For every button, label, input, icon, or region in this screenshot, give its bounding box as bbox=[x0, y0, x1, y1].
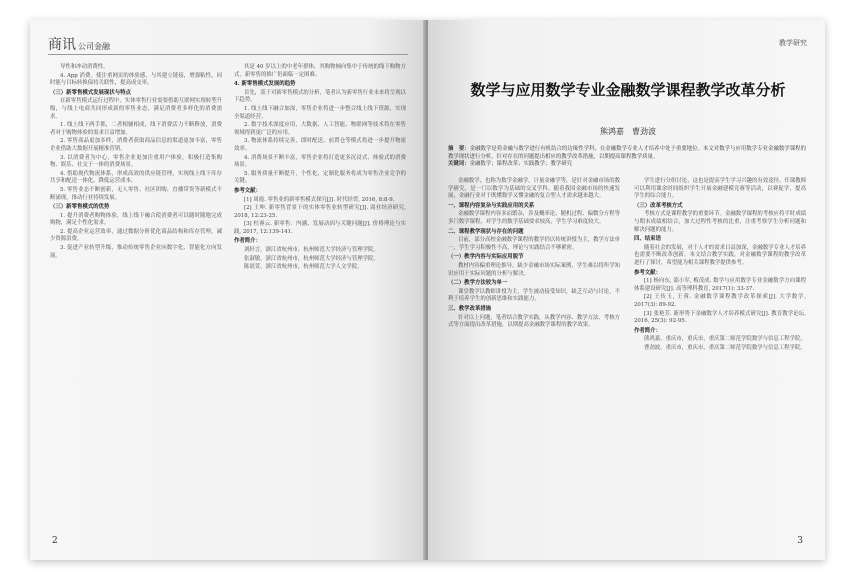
section-heading: （二）教学方法较为单一 bbox=[448, 280, 508, 287]
section-heading: 作者简介： bbox=[634, 327, 661, 334]
left-page-number: 2 bbox=[52, 536, 58, 546]
section-heading: （三）新零售模式的优势 bbox=[50, 204, 110, 211]
section-heading: 参考文献： bbox=[234, 187, 261, 194]
body-paragraph: [1] 杨向东, 邵小军, 梅茂成. 数学与应用数学专业金融数学方向课程体系建设研究[J]. 高等理科教育, 2017(1): 33-37. bbox=[634, 278, 806, 292]
left-column-2 bbox=[234, 64, 406, 273]
body-paragraph: 3. 以消费者为中心，零售企业更加注重用户体验，积极打造集购物、娱乐、社交于一体的消费场景。 bbox=[50, 154, 222, 169]
body-paragraph: 3. 物流体系持续完善，即时配送、前置仓等模式将进一步提升物流效率。 bbox=[234, 138, 406, 152]
body-paragraph: 学生进行分组讨论，这也是提高学生学习兴趣的有效途径。任课教师可以利用课余时间组织学生开展金融建模竞赛等活动，以赛促学，提高学生的综合能力。 bbox=[634, 178, 806, 200]
body-paragraph: 首先，基于对新零售模式的分析，笔者认为新零售行业未来将呈现以下趋势。 bbox=[234, 89, 406, 104]
magazine-name: 商讯 bbox=[48, 37, 76, 53]
section-heading: 参考文献： bbox=[634, 269, 661, 276]
body-paragraph: 刘轩言，浙江省杭州市，杭州师范大学经济与管理学院。 bbox=[244, 247, 379, 254]
right-running-header: 教学研究 bbox=[779, 39, 807, 47]
body-paragraph: 导性和冲动消费性。 bbox=[60, 64, 109, 70]
left-running-header bbox=[48, 34, 408, 55]
right-column-2 bbox=[634, 178, 806, 353]
body-paragraph: 金融数学，也称为数学金融学，计量金融学等，是针对金融市场的数学研究，是一门以数学为基础的交叉学科。随着我国金融市场的快速发展，金融行业对于既懂数学又懂金融的复合型人才需求越来越大。 bbox=[448, 178, 620, 200]
body-paragraph: 针对以上问题，笔者结合教学实践，从教学内容、教学方法、考核方式等方面提出改革措施，以期提高金融数学课程的教学效果。 bbox=[448, 314, 620, 329]
body-paragraph: [2] 王坤. 新零售背景下的实体零售业转型研究[J]. 商业经济研究, 2018, 12:23-25. bbox=[234, 205, 406, 219]
body-paragraph: [3] 杜睿云. 新零售：内涵、发展动因与关键问题[J]. 价格理论与实践, 2017, 12:139-141. bbox=[234, 221, 406, 235]
body-paragraph: 4. App 消费。使注重网页的体验感，与其建立链接，增强粘性，同时能与目标转换保持关联性，提高成交率。 bbox=[50, 72, 222, 87]
body-paragraph: 陈晨萱，浙江省杭州市，杭州师范大学人文学院。 bbox=[244, 264, 363, 271]
body-paragraph: [2] 王传玉, 王蓉. 金融数学课程教学改革探索[J]. 大学数学, 2017(3): 89-92. bbox=[634, 294, 806, 308]
body-paragraph: 1. 线上线下两手抓，二者相辅相成，线下消费活力不断释放，消费者对于购物体验的需求日益增加。 bbox=[50, 122, 222, 136]
body-paragraph: 课堂教学以教师讲授为主，学生被动接受知识，缺乏互动与讨论，不利于培养学生的创新思维和实践能力。 bbox=[448, 288, 620, 303]
body-paragraph: 考核方式是课程教学的重要环节。金融数学课程的考核应将平时成绩与期末成绩相结合，加大过程性考核的比重，注重考察学生分析问题和解决问题的能力。 bbox=[634, 211, 806, 233]
body-paragraph: 随着社会的发展，对于人才的需求日益加深，金融数学专业人才培养也需要不断改革创新。本文结合教学实践，对金融数学课程的教学改革进行了探讨，希望能为相关课程教学提供参考。 bbox=[634, 244, 806, 266]
body-paragraph: [3] 张艳芳. 新形势下金融数学人才培养模式研究[J]. 教育教学论坛, 2016, 25(3): 92-95. bbox=[634, 310, 806, 325]
article-abstract bbox=[448, 146, 806, 169]
keywords-label: 关键词： bbox=[448, 161, 470, 168]
section-heading: 一、课程内容复杂与实践应用的关系 bbox=[448, 202, 535, 209]
body-paragraph: 在新零售模式运行过程中，实体零售行业需要借助互联网实现转型升级，与线上电商共同形成新的零售业态，满足消费者多样化的消费需求。 bbox=[50, 98, 222, 120]
section-heading: 二、课程教学现状与存在的问题 bbox=[448, 228, 524, 235]
body-paragraph: 金融数学课程内容多而繁杂，涉及概率论、随机过程、偏微分方程等多门数学课程，对学生的数学基础要求较高，学生学习难度较大。 bbox=[448, 211, 620, 225]
article-authors: 熊鸿嘉 曹劲波 bbox=[600, 127, 656, 136]
body-paragraph: 其是 40 岁以上的中老年群体，其购物倾向集中于传统的线下购物方式，新零售的推广仍面临一定困难。 bbox=[234, 64, 406, 78]
body-paragraph: 4. 消费场景不断丰富，零售企业将打造更多沉浸式、体验式的消费场景。 bbox=[234, 154, 406, 169]
section-name: 公司金融 bbox=[78, 42, 110, 51]
right-page bbox=[428, 20, 825, 560]
body-paragraph: 3. 促进产业转型升级，推动传统零售企业向数字化、智能化方向发展。 bbox=[50, 245, 222, 259]
body-paragraph: 1. 提升消费者购物体验，线上线下融合使消费者可以随时随地完成购物，满足个性化需求。 bbox=[50, 212, 222, 227]
keywords-text: 金融数学；课程改革；实践教学；教学研究 bbox=[469, 161, 573, 168]
body-paragraph: 5. 服务质量不断提升，个性化、定制化服务将成为零售企业竞争的关键。 bbox=[234, 170, 406, 185]
section-heading: （三）新零售模式发展现状与特点 bbox=[50, 89, 131, 96]
section-heading: （三）改革考核方式 bbox=[634, 202, 683, 209]
article-title: 数学与应用数学专业金融数学课程教学改革分析 bbox=[470, 81, 786, 99]
body-paragraph: 1. 线上线下融合加深，零售企业将进一步整合线上线下资源，实现全渠道经营。 bbox=[234, 105, 406, 120]
section-heading: 4. 新零售模式发展的趋势 bbox=[234, 81, 296, 88]
section-heading: 三、教学改革措施 bbox=[448, 305, 492, 312]
body-paragraph: 2. 数字技术深度应用，大数据、人工智能、物联网等技术将在零售领域得到更广泛的应用。 bbox=[234, 122, 406, 136]
right-column-1 bbox=[448, 178, 620, 331]
body-paragraph: 目前，部分高校金融数学课程的教学仍以传统讲授为主，教学方法单一，学生学习积极性不高，理论与实践结合不够紧密。 bbox=[448, 237, 620, 251]
body-paragraph: 教材内容偏重理论推导，缺少金融市场实际案例，学生难以将所学知识应用于实际问题的分析与解决。 bbox=[448, 262, 620, 277]
right-page-number: 3 bbox=[797, 536, 803, 546]
body-paragraph: 2. 提高企业运营效率，通过数据分析优化商品结构和库存管理，减少资源浪费。 bbox=[50, 228, 222, 243]
body-paragraph: 2. 零售商品更加多样，消费者获取商品信息的渠道更加丰富，零售企业借助大数据开展精准营销。 bbox=[50, 138, 222, 152]
body-paragraph: [1] 周霞. 零售业的新零售模式探究[J]. 时代经贸, 2016, 8:8-9. bbox=[244, 196, 395, 203]
body-paragraph: 5. 零售业态不断创新，无人零售、社区团购、直播带货等新模式不断涌现，推动行业持续发展。 bbox=[50, 186, 222, 201]
body-paragraph: 4. 借助现代物流体系，形成高效的供应链管理，实现线上线下库存共享和配送一体化，降低运营成本。 bbox=[50, 170, 222, 185]
body-paragraph: 张淑敏，浙江省杭州市，杭州师范大学经济与管理学院。 bbox=[244, 255, 379, 262]
section-heading: 四、结束语 bbox=[634, 236, 661, 243]
body-paragraph: 熊鸿嘉，重庆市，重庆市，重庆第二师范学院数学与信息工程学院。 bbox=[644, 336, 806, 343]
body-paragraph: 曹劲波，重庆市，重庆市，重庆第二师范学院数学与信息工程学院。 bbox=[644, 344, 806, 351]
left-page bbox=[30, 20, 426, 560]
abstract-label: 摘 要： bbox=[448, 146, 470, 152]
section-heading: 作者简介： bbox=[234, 238, 261, 245]
section-heading: （一）教学内容与实际应用脱节 bbox=[448, 254, 524, 261]
abstract-text: 金融数学是将金融与数学进行有机结合的边缘性学科，在金融数学专业人才培养中处于重要地位。本文对数学与应用数学专业金融数学课程的教学现状进行分析，针对存在的问题提出相应的教学改革措施，以期提高课程教学质量。 bbox=[448, 146, 806, 160]
left-column-1 bbox=[50, 64, 222, 261]
magazine-spread bbox=[30, 20, 825, 560]
